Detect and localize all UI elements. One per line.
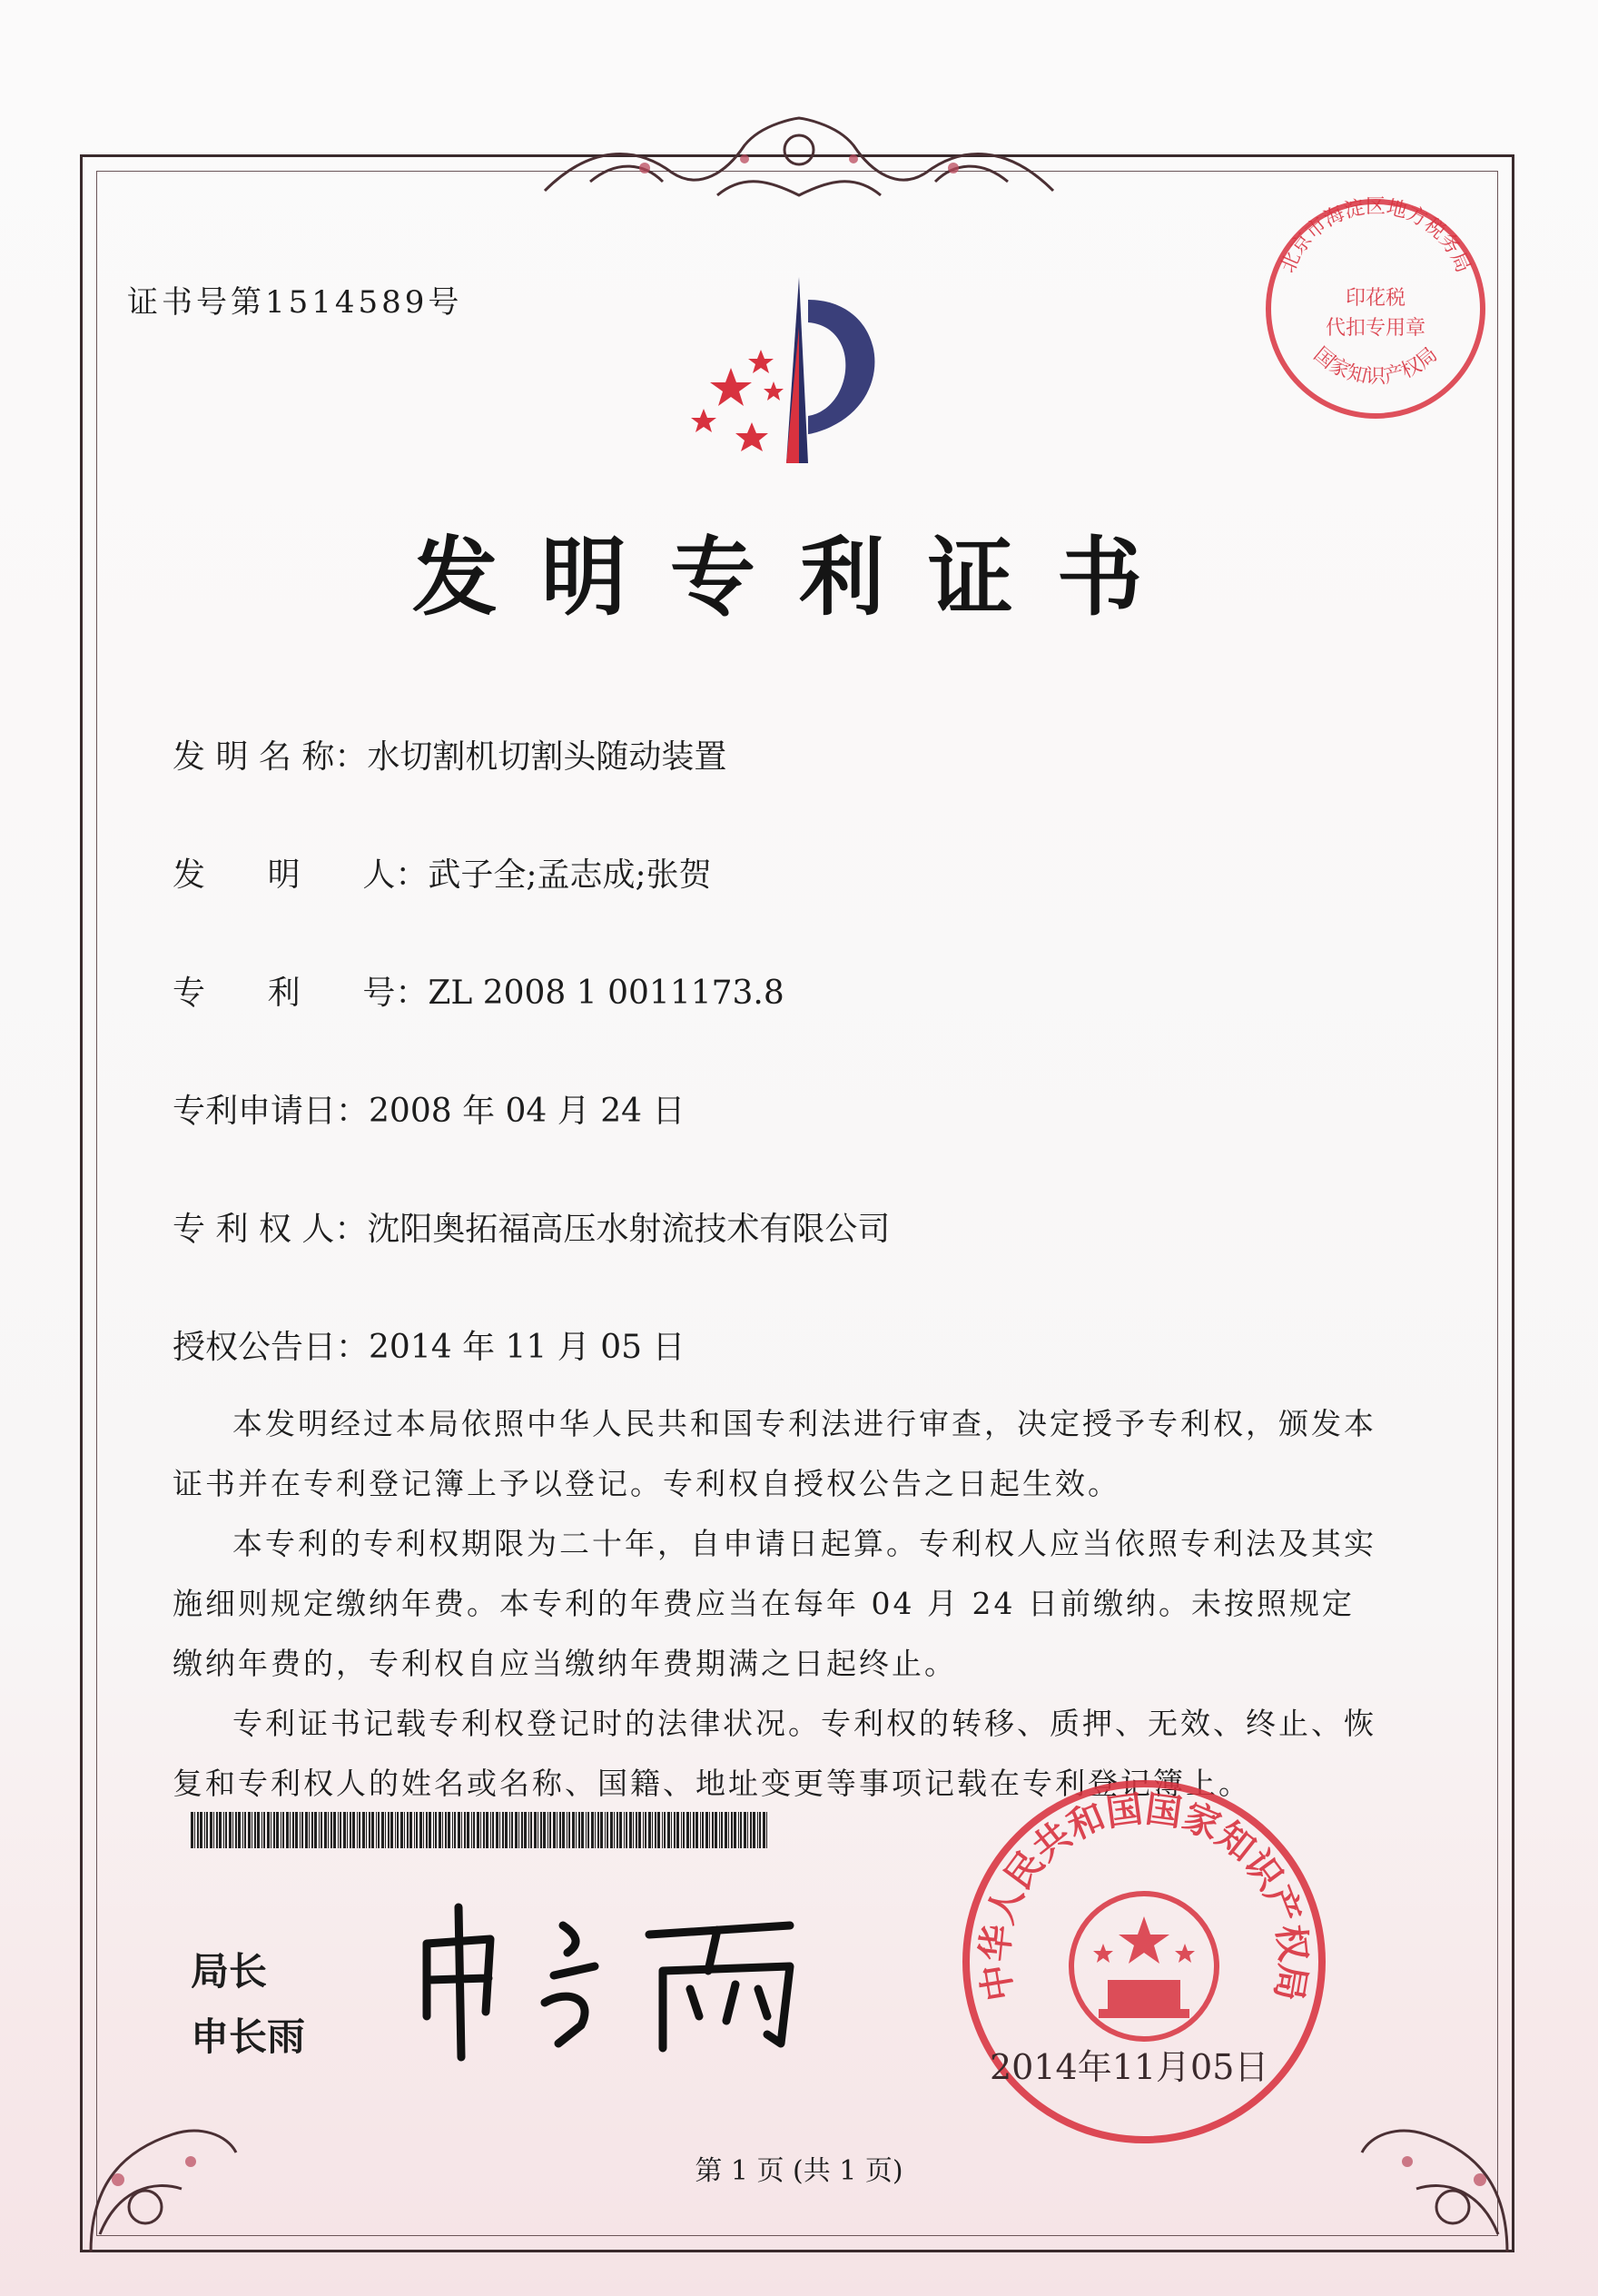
national-emblem-icon <box>1071 1894 1217 2039</box>
barcode-bar <box>311 1812 313 1848</box>
barcode-bar <box>357 1812 358 1848</box>
barcode-bar <box>409 1812 412 1848</box>
barcode-bar <box>674 1812 676 1848</box>
barcode-bar <box>515 1812 518 1848</box>
barcode-bar <box>521 1812 523 1848</box>
barcode-bar <box>471 1812 472 1848</box>
barcode-bar <box>321 1812 322 1848</box>
barcode-bar <box>206 1812 208 1848</box>
director-title: 局长 <box>191 1949 268 1994</box>
director-signature <box>409 1889 826 2062</box>
barcode-bar <box>232 1812 233 1848</box>
barcode-bar <box>757 1812 758 1848</box>
barcode-bar <box>619 1812 622 1848</box>
barcode-bar <box>605 1812 606 1848</box>
barcode-bar <box>591 1812 594 1848</box>
barcode-bar <box>702 1812 704 1848</box>
barcode-bar <box>286 1812 289 1848</box>
barcode-bar <box>549 1812 551 1848</box>
barcode-bar <box>359 1812 360 1848</box>
barcode-bar <box>273 1812 275 1848</box>
barcode-bar <box>725 1812 727 1848</box>
barcode-bar <box>655 1812 656 1848</box>
barcode-bar <box>576 1812 577 1848</box>
barcode-bar <box>636 1812 637 1848</box>
barcode-bar <box>314 1812 317 1848</box>
barcode-bar <box>200 1812 202 1848</box>
tax-stamp-seal <box>1258 191 1494 427</box>
barcode-bar <box>657 1812 660 1848</box>
seal-date: 2014年11月05日 <box>990 2047 1269 2087</box>
barcode-bar <box>480 1812 481 1848</box>
barcode-bar <box>509 1812 510 1848</box>
barcode-bar <box>324 1812 327 1848</box>
barcode-bar <box>292 1812 294 1848</box>
barcode-bar <box>254 1812 256 1848</box>
barcode-bar <box>388 1812 390 1848</box>
barcode-bar <box>197 1812 199 1848</box>
barcode-bar <box>645 1812 646 1848</box>
barcode-bar <box>378 1812 380 1848</box>
barcode-bar <box>690 1812 691 1848</box>
barcode-bar <box>330 1812 332 1848</box>
barcode-bar <box>216 1812 218 1848</box>
barcode-bar <box>477 1812 479 1848</box>
barcode-bar <box>261 1812 262 1848</box>
top-ornament <box>536 109 1062 209</box>
barcode-bar <box>305 1812 308 1848</box>
barcode-bar <box>562 1812 565 1848</box>
barcode-bar <box>267 1812 270 1848</box>
svg-text:印花税: 印花税 <box>1345 287 1406 310</box>
barcode-bar <box>553 1812 556 1848</box>
barcode-bar <box>610 1812 613 1848</box>
field-patent-number: 专 利 号：ZL 2008 1 0011173.8 <box>173 975 784 1012</box>
barcode-bar <box>454 1812 456 1848</box>
barcode-bar <box>681 1812 682 1848</box>
barcode-bar <box>340 1812 341 1848</box>
barcode-bar <box>395 1812 396 1848</box>
barcode-bar <box>664 1812 666 1848</box>
barcode-bar <box>407 1812 409 1848</box>
barcode-bar <box>352 1812 355 1848</box>
barcode-bar <box>439 1812 441 1848</box>
barcode-bar <box>648 1812 651 1848</box>
barcode-bar <box>366 1812 367 1848</box>
svg-text:北京市海淀区地方税务局: 北京市海淀区地方税务局 <box>1277 195 1475 277</box>
svg-text:中华人民共和国国家知识产权局: 中华人民共和国国家知识产权局 <box>973 1788 1315 2004</box>
barcode-bar <box>248 1812 251 1848</box>
barcode-bar <box>530 1812 532 1848</box>
barcode-bar <box>343 1812 346 1848</box>
barcode-bar <box>731 1812 733 1848</box>
barcode-bar <box>547 1812 548 1848</box>
barcode-bar <box>753 1812 755 1848</box>
barcode-bar <box>617 1812 618 1848</box>
barcode-bar <box>738 1812 739 1848</box>
barcode-bar <box>528 1812 529 1848</box>
barcode-bar <box>448 1812 450 1848</box>
barcode-bar <box>492 1812 494 1848</box>
barcode-bar <box>486 1812 488 1848</box>
barcode-bar <box>381 1812 384 1848</box>
barcode-bar <box>473 1812 475 1848</box>
barcode-bar <box>204 1812 205 1848</box>
barcode-bar <box>347 1812 348 1848</box>
certificate-body <box>173 1394 1380 1814</box>
barcode-bar <box>662 1812 663 1848</box>
barcode-bar <box>229 1812 232 1848</box>
barcode-bar <box>426 1812 428 1848</box>
barcode-bar <box>626 1812 627 1848</box>
barcode-bar <box>242 1812 243 1848</box>
barcode-bar <box>461 1812 462 1848</box>
page-number: 第 1 页 (共 1 页) <box>695 2155 903 2187</box>
barcode-bar <box>263 1812 265 1848</box>
barcode-bar <box>423 1812 424 1848</box>
barcode-bar <box>543 1812 546 1848</box>
barcode-bar <box>458 1812 460 1848</box>
barcode-bar <box>728 1812 729 1848</box>
barcode-bar <box>597 1812 599 1848</box>
barcode-bar <box>338 1812 339 1848</box>
barcode-bar <box>452 1812 453 1848</box>
barcode-bar <box>540 1812 542 1848</box>
barcode-bar <box>404 1812 405 1848</box>
barcode-bar <box>483 1812 485 1848</box>
barcode-bar <box>587 1812 589 1848</box>
barcode-bar <box>333 1812 336 1848</box>
barcode-bar <box>362 1812 365 1848</box>
barcode-bar <box>695 1812 698 1848</box>
barcode-bar <box>624 1812 625 1848</box>
barcode-bar <box>467 1812 469 1848</box>
barcode-bar <box>390 1812 393 1848</box>
barcode-bar <box>581 1812 584 1848</box>
barcode-bar <box>433 1812 434 1848</box>
barcode-bar <box>638 1812 641 1848</box>
barcode-bar <box>442 1812 443 1848</box>
barcode-bar <box>763 1812 765 1848</box>
svg-text:国家知识产权局: 国家知识产权局 <box>1308 342 1443 389</box>
barcode-bar <box>652 1812 653 1848</box>
barcode-bar <box>740 1812 742 1848</box>
barcode-bar <box>572 1812 575 1848</box>
barcode-bar <box>300 1812 301 1848</box>
barcode-bar <box>693 1812 695 1848</box>
barcode-bar <box>244 1812 246 1848</box>
barcode-bar <box>715 1812 717 1848</box>
barcode-bar <box>445 1812 447 1848</box>
barcode-bar <box>464 1812 466 1848</box>
document-title: 发明专利证书 <box>411 529 1186 628</box>
barcode-bar <box>671 1812 672 1848</box>
field-grant-date: 授权公告日：2014 年 11 月 05 日 <box>173 1329 686 1366</box>
barcode-bar <box>747 1812 748 1848</box>
barcode-bar <box>667 1812 670 1848</box>
barcode-bar <box>276 1812 279 1848</box>
barcode-bar <box>400 1812 403 1848</box>
field-invention-name: 发 明 名 称：水切割机切割头随动装置 <box>173 738 727 776</box>
barcode-bar <box>385 1812 386 1848</box>
barcode-bar <box>607 1812 608 1848</box>
barcode-bar <box>319 1812 320 1848</box>
barcode-bar <box>683 1812 685 1848</box>
barcode-bar <box>559 1812 561 1848</box>
barcode-bar <box>194 1812 195 1848</box>
barcode-bar <box>759 1812 761 1848</box>
barcode-bar <box>705 1812 708 1848</box>
barcode-bar <box>416 1812 418 1848</box>
barcode-bar <box>435 1812 437 1848</box>
barcode-bar <box>210 1812 212 1848</box>
barcode-bar <box>290 1812 291 1848</box>
barcode-bar <box>309 1812 310 1848</box>
barcode-bar <box>213 1812 214 1848</box>
certificate-number: 证书号第1514589号 <box>127 284 463 321</box>
field-patentee: 专 利 权 人：沈阳奥拓福高压水射流技术有限公司 <box>173 1211 891 1248</box>
barcode-bar <box>614 1812 615 1848</box>
barcode-bar <box>414 1812 415 1848</box>
director-name: 申长雨 <box>191 2014 306 2059</box>
barcode-bar <box>676 1812 679 1848</box>
barcode-bar <box>734 1812 736 1848</box>
director-block <box>191 1939 305 2070</box>
barcode-bar <box>328 1812 329 1848</box>
barcode-bar <box>369 1812 370 1848</box>
state-ipo-seal <box>953 1771 1335 2152</box>
barcode-bar <box>744 1812 746 1848</box>
barcode-bar <box>301 1812 303 1848</box>
barcode-bar <box>191 1812 193 1848</box>
barcode-bar <box>595 1812 596 1848</box>
barcode-bar <box>712 1812 714 1848</box>
barcode-bar <box>633 1812 634 1848</box>
field-inventors: 发 明 人：武子全;孟志成;张贺 <box>173 856 712 894</box>
barcode-bar <box>225 1812 227 1848</box>
barcode-bar <box>502 1812 504 1848</box>
barcode-bar <box>496 1812 498 1848</box>
barcode-bar <box>578 1812 580 1848</box>
barcode-bar <box>518 1812 519 1848</box>
field-application-date: 专利申请日：2008 年 04 月 24 日 <box>173 1093 686 1130</box>
barcode-bar <box>586 1812 587 1848</box>
barcode-bar <box>295 1812 298 1848</box>
barcode-bar <box>686 1812 689 1848</box>
barcode-bar <box>534 1812 537 1848</box>
barcode-bar <box>709 1812 710 1848</box>
barcode-bar <box>721 1812 723 1848</box>
barcode-bar <box>223 1812 224 1848</box>
barcode-bar <box>750 1812 752 1848</box>
barcode-bar <box>282 1812 284 1848</box>
barcode-bar <box>524 1812 527 1848</box>
barcode-bar <box>419 1812 422 1848</box>
barcode-bar <box>600 1812 603 1848</box>
barcode-bar <box>238 1812 241 1848</box>
barcode-bar <box>350 1812 351 1848</box>
barcode-bar <box>719 1812 720 1848</box>
barcode-bar <box>257 1812 260 1848</box>
barcode-bar <box>429 1812 431 1848</box>
barcode-bar <box>499 1812 500 1848</box>
barcode-bar <box>629 1812 632 1848</box>
barcode <box>191 1812 772 1848</box>
barcode-bar <box>511 1812 513 1848</box>
paragraph-3: 专利证书记载专利权登记时的法律状况。专利权的转移、质押、无效、终止、恢复和专利权人的姓名或名称、国籍、地址变更等事项记载在专利登记簿上。 <box>173 1706 1376 1801</box>
barcode-bar <box>490 1812 491 1848</box>
patent-office-emblem-icon <box>672 272 917 481</box>
barcode-bar <box>235 1812 237 1848</box>
barcode-bar <box>700 1812 701 1848</box>
barcode-bar <box>766 1812 767 1848</box>
barcode-bar <box>643 1812 644 1848</box>
barcode-bar <box>376 1812 377 1848</box>
barcode-bar <box>397 1812 399 1848</box>
barcode-bar <box>371 1812 374 1848</box>
paragraph-2: 本专利的专利权期限为二十年，自申请日起算。专利权人应当依照专利法及其实施细则规定缴纳年费。本专利的年费应当在每年 04 月 24 日前缴纳。未按照规定缴纳年费的，专利权自应当缴纳年费期满之日起终止。 <box>173 1526 1376 1681</box>
barcode-bar <box>568 1812 570 1848</box>
paragraph-1: 本发明经过本局依照中华人民共和国专利法进行审查，决定授予专利权，颁发本证书并在专利登记簿上予以登记。专利权自授权公告之日起生效。 <box>173 1406 1376 1501</box>
barcode-bar <box>505 1812 508 1848</box>
barcode-bar <box>219 1812 222 1848</box>
svg-text:代扣专用章: 代扣专用章 <box>1325 317 1426 340</box>
